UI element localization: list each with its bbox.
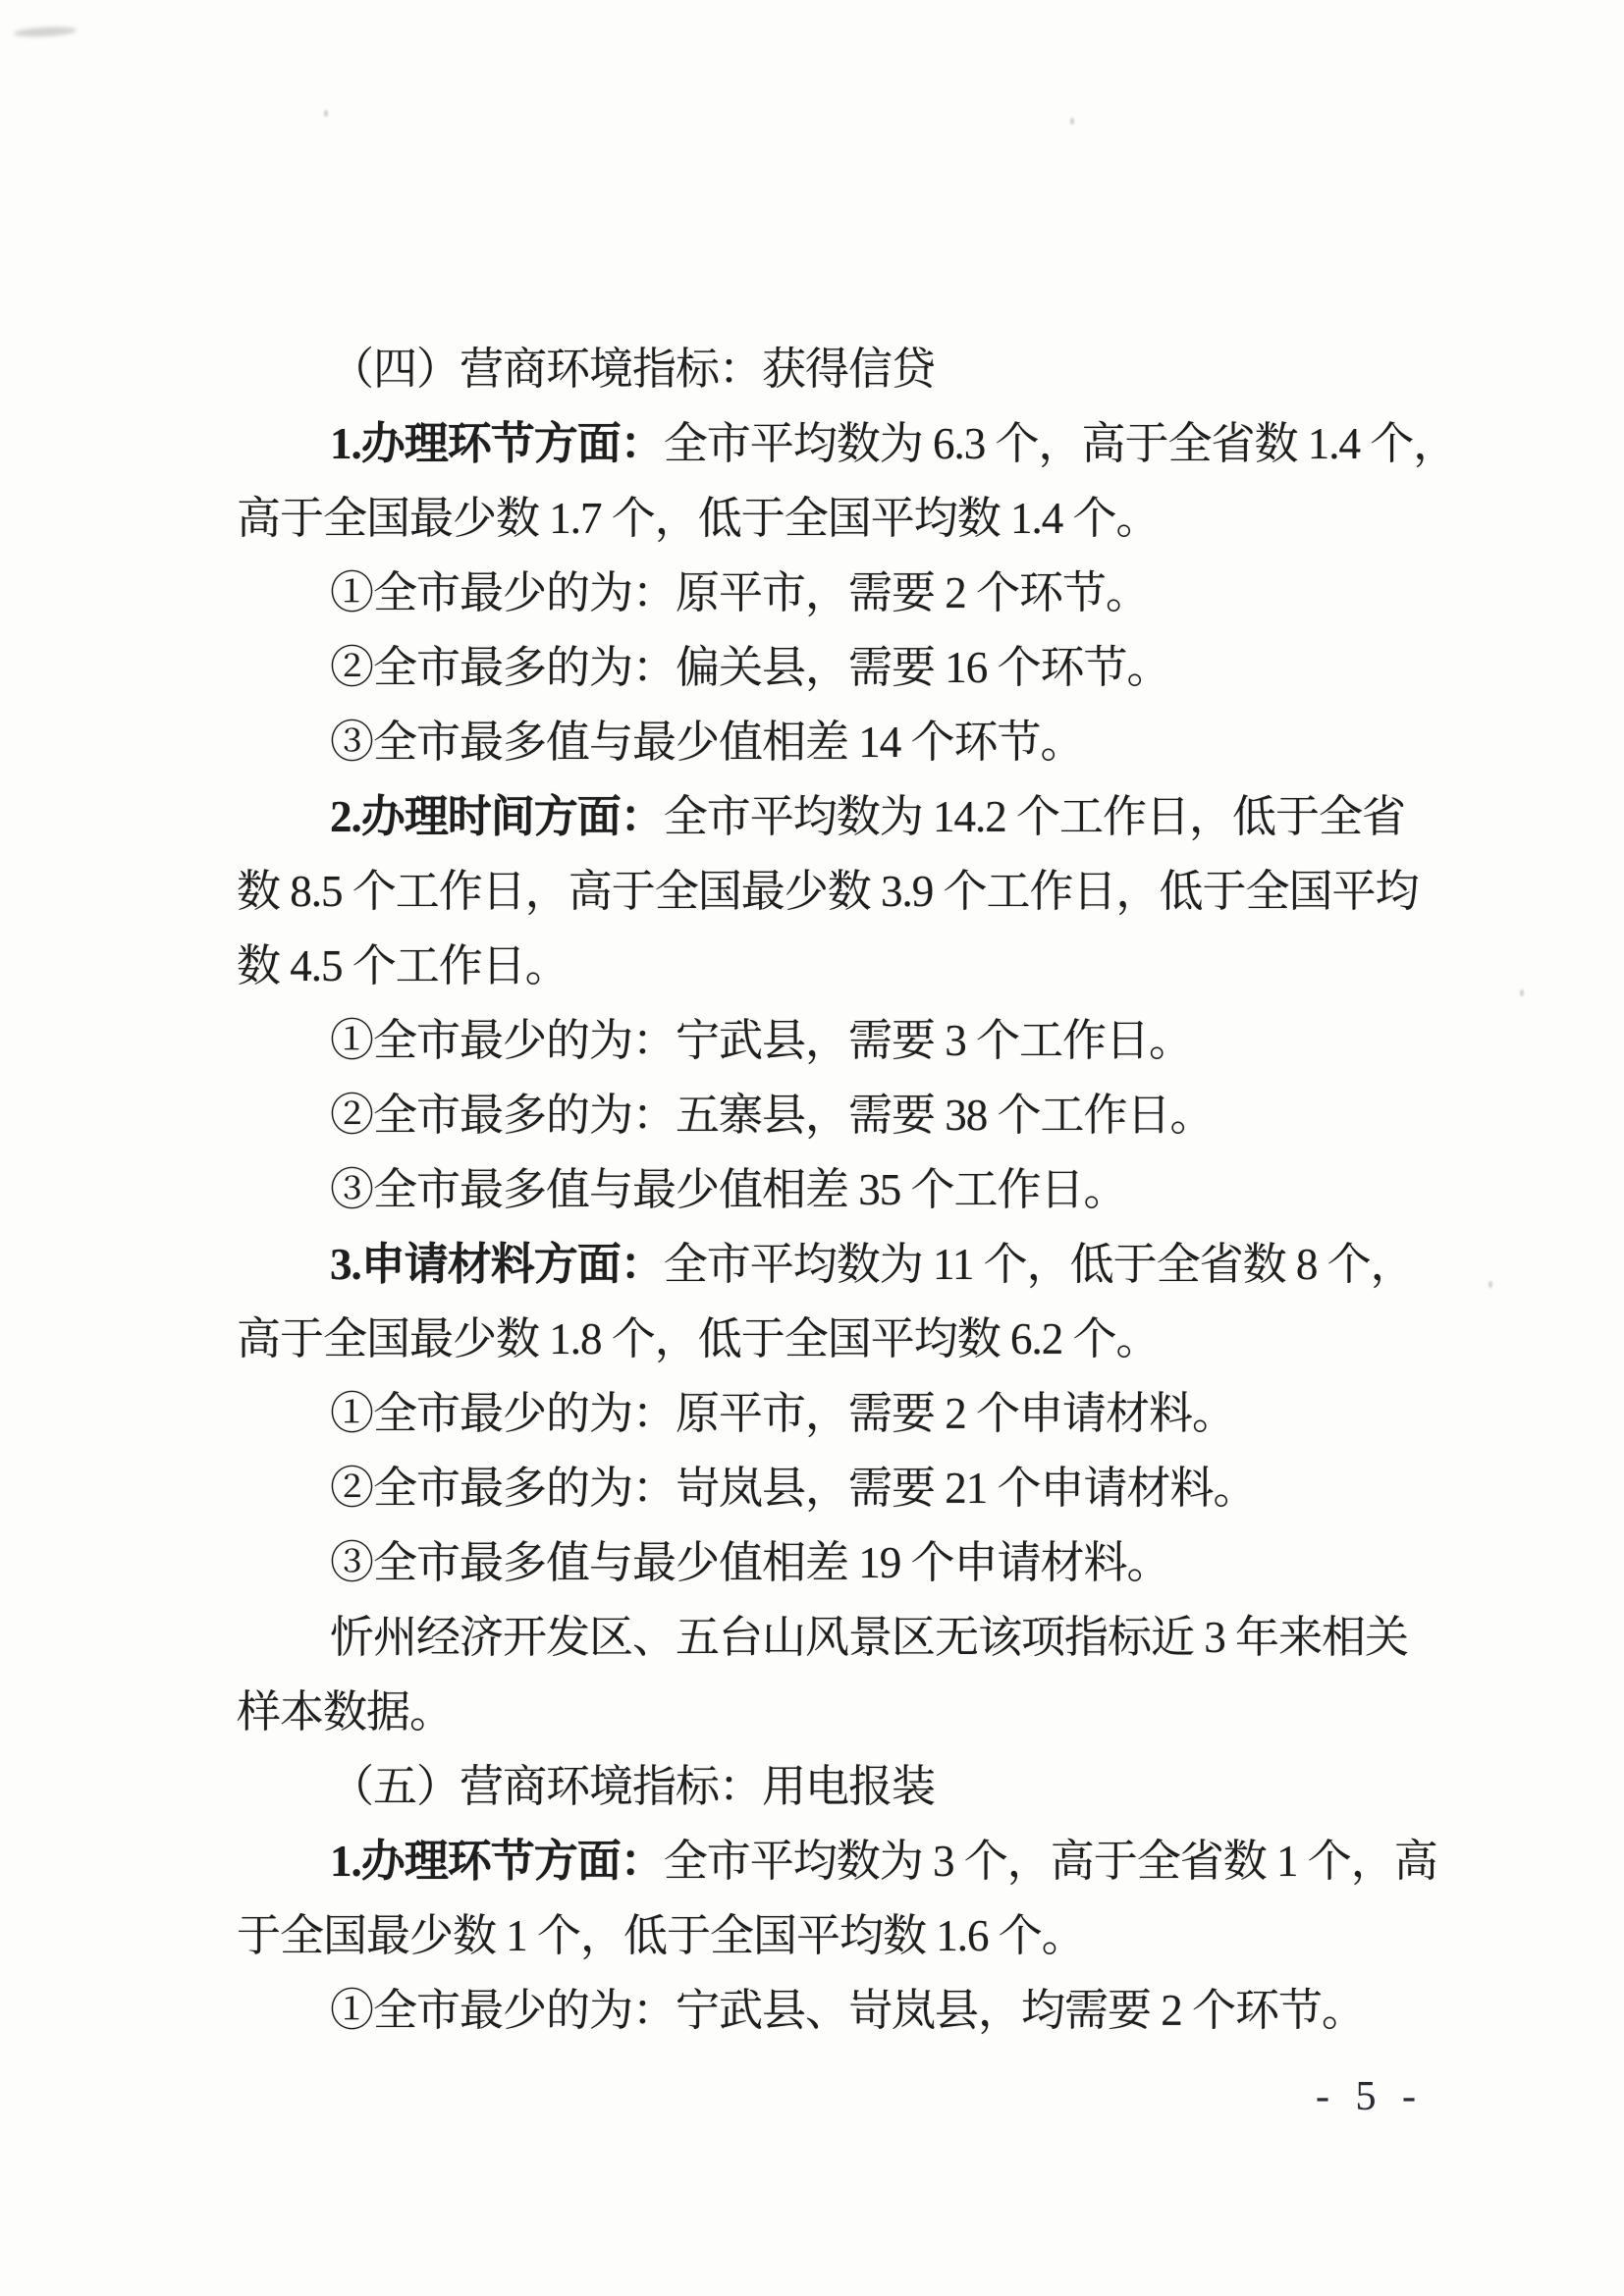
- document-body: [237, 332, 1457, 2048]
- list-item-line: [237, 556, 1431, 630]
- line-text: ①全市最少的为：宁武县，需要 3 个工作日。: [330, 1016, 1193, 1065]
- line-bold-text: 3.申请材料方面：: [330, 1240, 664, 1289]
- paragraph-line: [237, 929, 1431, 1003]
- line-text: 全市平均数为 3 个，高于全省数 1 个，高: [663, 1837, 1437, 1886]
- scan-speck: [324, 110, 328, 117]
- paragraph-line: [237, 1600, 1431, 1675]
- paragraph-line: [237, 1227, 1431, 1302]
- paragraph-line: [237, 779, 1431, 854]
- line-text: 高于全国最少数 1.8 个，低于全国平均数 6.2 个。: [237, 1314, 1160, 1363]
- line-text: ①全市最少的为：宁武县、岢岚县，均需要 2 个环节。: [330, 1986, 1366, 2035]
- line-text: ①全市最少的为：原平市，需要 2 个环节。: [330, 568, 1150, 617]
- paragraph-line: [237, 1824, 1437, 1898]
- line-text: 全市平均数为 11 个，低于全省数 8 个，: [663, 1240, 1414, 1289]
- line-text: ③全市最多值与最少值相差 19 个申请材料。: [330, 1538, 1170, 1587]
- line-bold-text: 2.办理时间方面：: [330, 792, 664, 841]
- paragraph-line: [237, 1675, 1431, 1749]
- list-item-line: [237, 1973, 1431, 2048]
- scan-speck: [1070, 118, 1074, 125]
- list-item-line: [237, 1003, 1431, 1078]
- line-text: ③全市最多值与最少值相差 35 个工作日。: [330, 1165, 1127, 1214]
- list-item-line: [237, 1525, 1431, 1600]
- line-text: 数 8.5 个工作日，高于全国最少数 3.9 个工作日，低于全国平均: [237, 867, 1419, 916]
- line-text: 样本数据。: [237, 1687, 454, 1736]
- list-item-line: [237, 1451, 1431, 1525]
- line-text: 高于全国最少数 1.7 个，低于全国平均数 1.4 个。: [237, 494, 1160, 543]
- paragraph-line: [237, 1302, 1431, 1376]
- line-text: ①全市最少的为：原平市，需要 2 个申请材料。: [330, 1389, 1236, 1438]
- line-text: ②全市最多的为：五寨县，需要 38 个工作日。: [330, 1091, 1214, 1140]
- line-text: ②全市最多的为：偏关县，需要 16 个环节。: [330, 643, 1170, 692]
- line-text: 数 4.5 个工作日。: [237, 941, 568, 990]
- scan-speck: [1520, 989, 1524, 996]
- list-item-line: [237, 1078, 1431, 1152]
- paragraph-line: [237, 854, 1431, 929]
- line-text: ③全市最多值与最少值相差 14 个环节。: [330, 718, 1084, 767]
- list-item-line: [237, 1376, 1431, 1451]
- scan-speck: [1489, 1281, 1492, 1288]
- section-4-heading: [237, 332, 1431, 406]
- line-bold-text: 1.办理环节方面：: [330, 419, 664, 468]
- list-item-line: [237, 705, 1431, 779]
- line-text: （五）营商环境指标：用电报装: [330, 1762, 936, 1811]
- paragraph-line: [237, 481, 1431, 556]
- line-text: 于全国最少数 1 个，低于全国平均数 1.6 个。: [237, 1911, 1085, 1960]
- line-text: ②全市最多的为：岢岚县，需要 21 个申请材料。: [330, 1464, 1257, 1513]
- paragraph-line: [237, 1898, 1431, 1973]
- scan-smudge: [14, 26, 77, 37]
- list-item-line: [237, 1152, 1431, 1227]
- line-bold-text: 1.办理环节方面：: [330, 1837, 664, 1886]
- page-number: - 5 -: [1316, 2074, 1424, 2119]
- paragraph-line: [237, 406, 1457, 481]
- section-5-heading: [237, 1749, 1431, 1824]
- line-text: 全市平均数为 6.3 个，高于全省数 1.4 个，: [663, 419, 1457, 468]
- list-item-line: [237, 630, 1431, 705]
- line-text: （四）营商环境指标：获得信贷: [330, 345, 936, 394]
- line-text: 忻州经济开发区、五台山风景区无该项指标近 3 年来相关: [330, 1613, 1409, 1662]
- line-text: 全市平均数为 14.2 个工作日，低于全省: [663, 792, 1406, 841]
